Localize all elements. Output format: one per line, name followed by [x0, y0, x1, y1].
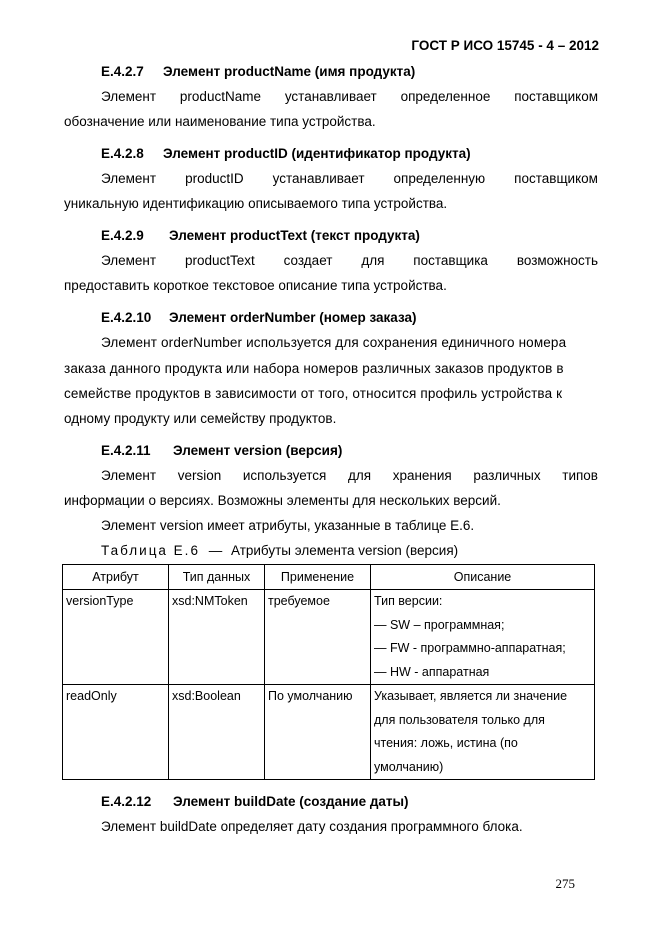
- section-title: Элемент version (версия): [173, 443, 343, 458]
- word: version: [177, 468, 222, 483]
- section-number: E.4.2.9: [101, 228, 144, 243]
- word: поставщиком: [514, 171, 598, 186]
- usage-cell: По умолчанию: [265, 685, 371, 780]
- section-title: Элемент productText (текст продукта): [169, 228, 420, 243]
- word: определенную: [393, 171, 486, 186]
- word: productID: [185, 171, 244, 186]
- section-number: E.4.2.11: [101, 443, 151, 458]
- paragraph-line: Элемент orderNumber используется для сохранения единичного номера: [101, 335, 567, 350]
- table-header-row: [63, 565, 595, 590]
- word: определенное: [400, 89, 491, 104]
- table-row: [63, 685, 595, 780]
- word: различных: [473, 468, 541, 483]
- column-header: Применение: [265, 565, 371, 590]
- description-cell: [371, 685, 595, 780]
- paragraph-line: предоставить короткое текстовое описание типа устройства.: [64, 278, 447, 293]
- paragraph-line: [101, 89, 598, 104]
- section-title: Элемент productID (идентификатор продукта): [163, 146, 471, 161]
- paragraph-line: заказа данного продукта или набора номеров различных заказов продуктов в: [64, 361, 564, 376]
- word: создает: [283, 253, 333, 268]
- attribute-cell: readOnly: [63, 685, 169, 780]
- paragraph-line: [101, 253, 598, 268]
- word: Элемент: [101, 468, 157, 483]
- description-line: чтения: ложь, истина (по: [374, 736, 518, 750]
- section-number: E.4.2.7: [101, 64, 144, 79]
- table-caption: [101, 543, 458, 558]
- description-line: — SW – программная;: [374, 617, 505, 632]
- word: Элемент: [101, 89, 157, 104]
- word: productText: [184, 253, 255, 268]
- description-line: Тип версии:: [374, 594, 443, 608]
- column-header: Атрибут: [63, 565, 169, 590]
- type-cell: xsd:Boolean: [169, 685, 265, 780]
- section-heading: [101, 794, 409, 809]
- description-line: — FW - программно-аппаратная;: [374, 641, 566, 655]
- word: устанавливает: [272, 171, 365, 186]
- table-row: [63, 590, 595, 685]
- description-line: для пользователя только для: [374, 712, 545, 727]
- paragraph-line: уникальную идентификацию описываемого типа устройства.: [64, 196, 448, 211]
- type-cell: xsd:NMToken: [169, 590, 265, 685]
- page-number: 275: [555, 876, 575, 891]
- word: хранения: [392, 468, 452, 483]
- section-title: Элемент productName (имя продукта): [163, 64, 416, 79]
- section-heading: [101, 146, 471, 161]
- word: поставщика: [413, 253, 488, 268]
- section-heading: [101, 443, 342, 458]
- column-header: Тип данных: [169, 565, 265, 590]
- word: возможность: [516, 253, 598, 268]
- word: Элемент: [101, 253, 157, 268]
- description-line: — HW - аппаратная: [374, 664, 490, 679]
- document-standard-code: ГОСТ Р ИСО 15745 - 4 – 2012: [411, 38, 599, 53]
- word: поставщиком: [514, 89, 598, 104]
- attributes-table: [62, 564, 595, 780]
- section-number: E.4.2.12: [101, 794, 152, 809]
- table-caption-dash: —: [208, 543, 223, 558]
- paragraph-line: информации о версиях. Возможны элементы для нескольких версий.: [64, 493, 501, 508]
- section-title: Элемент orderNumber (номер заказа): [169, 310, 417, 325]
- paragraph-line: обозначение или наименование типа устройства.: [64, 114, 376, 129]
- word: Элемент: [101, 171, 157, 186]
- section-heading: [101, 228, 420, 243]
- word: типов: [562, 468, 598, 483]
- paragraph-line: Элемент buildDate определяет дату создания программного блока.: [101, 819, 523, 834]
- word: используется: [242, 468, 327, 483]
- attribute-cell: versionType: [63, 590, 169, 685]
- section-heading: [101, 64, 415, 79]
- word: productName: [179, 89, 261, 104]
- usage-cell: требуемое: [265, 590, 371, 685]
- section-number: E.4.2.10: [101, 310, 152, 325]
- paragraph-line: Элемент version имеет атрибуты, указанные в таблице Е.6.: [101, 518, 475, 533]
- column-header: Описание: [371, 565, 595, 590]
- section-heading: [101, 310, 417, 325]
- table-caption-text: Атрибуты элемента version (версия): [230, 543, 459, 558]
- section-title: Элемент buildDate (создание даты): [173, 794, 409, 809]
- paragraph-line: [101, 468, 598, 483]
- description-cell: [371, 590, 595, 685]
- word: устанавливает: [284, 89, 377, 104]
- table-caption-label: Таблица Е.6: [101, 543, 200, 558]
- paragraph-line: семействе продуктов в зависимости от того, относится профиль устройства к: [64, 386, 563, 401]
- word: для: [361, 253, 385, 268]
- word: для: [348, 468, 372, 483]
- paragraph-line: одному продукту или семейству продуктов.: [64, 411, 337, 426]
- description-line: Указывает, является ли значение: [374, 689, 568, 703]
- section-number: E.4.2.8: [101, 146, 144, 161]
- paragraph-line: [101, 171, 598, 186]
- description-line: умолчанию): [374, 759, 444, 774]
